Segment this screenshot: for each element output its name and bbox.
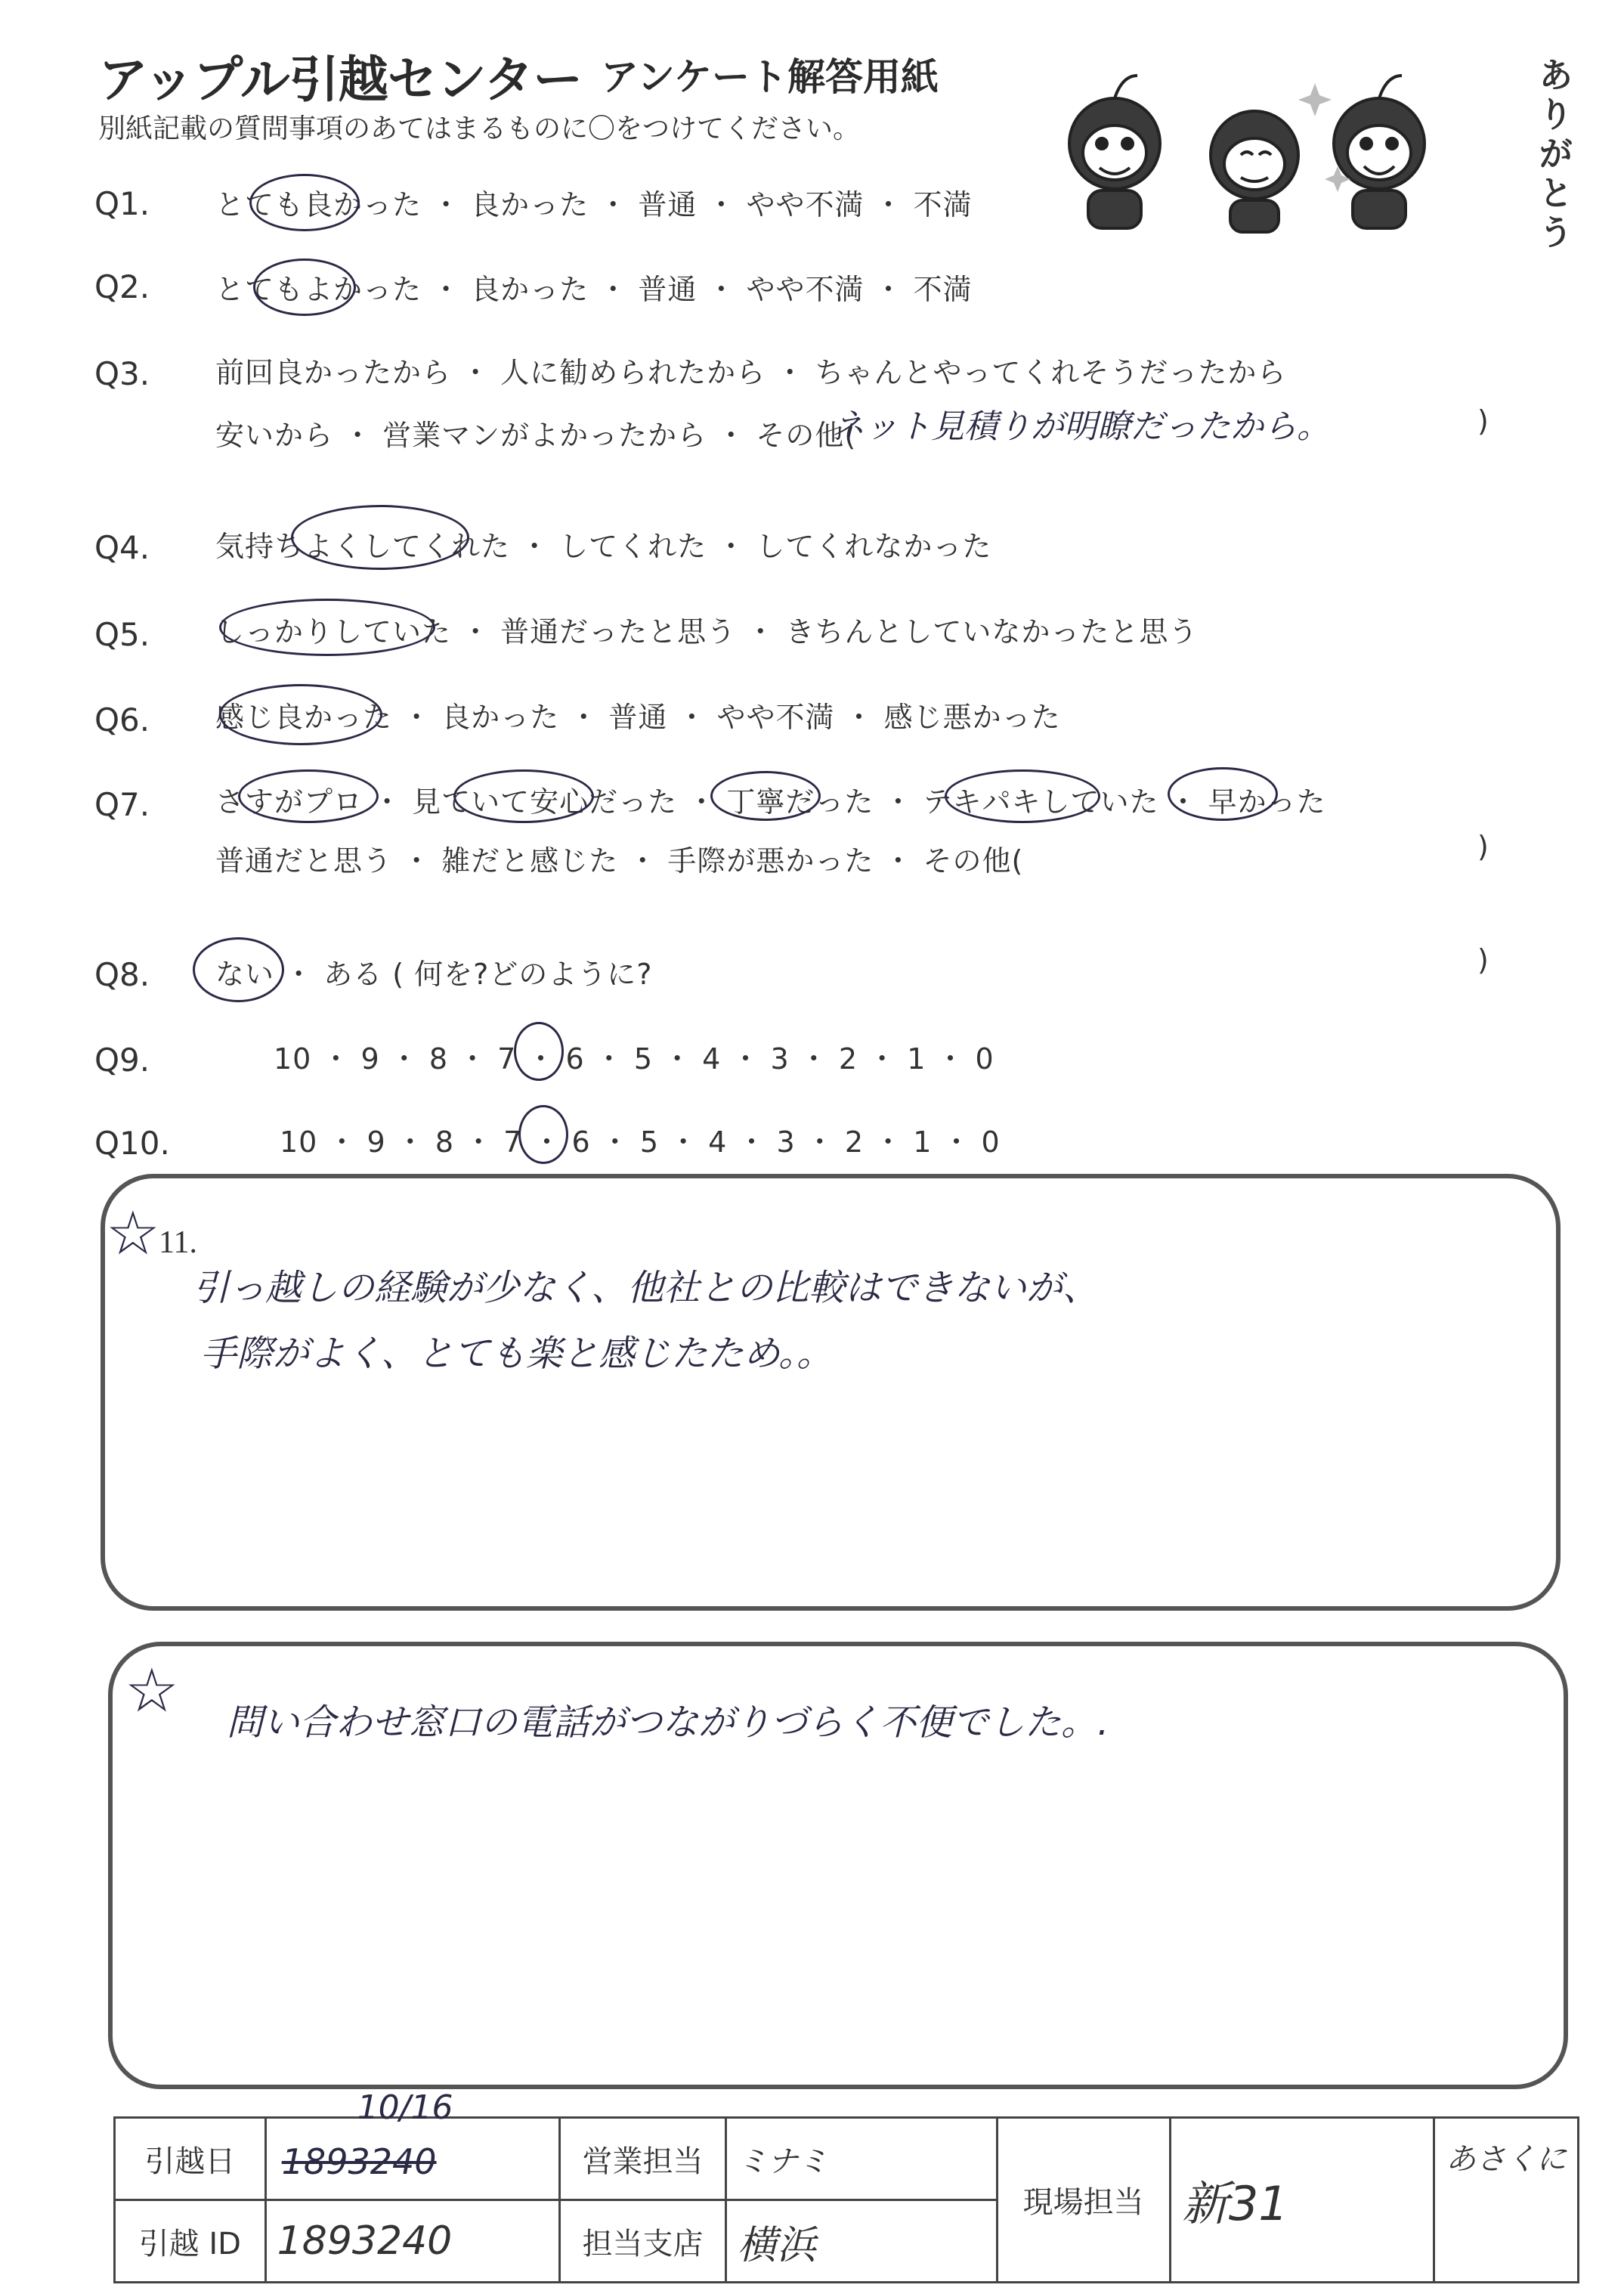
q8-close-paren: )	[1477, 943, 1489, 977]
branch-label: 担当支店	[560, 2200, 725, 2283]
q7-answer-circle-3	[710, 771, 821, 821]
q12-comment-line1: 問い合わせ窓口の電話がつながりづらく不便でした。.	[227, 1701, 1109, 1744]
q1-options: とても良かった ・ 良かった ・ 普通 ・ やや不満 ・ 不満	[215, 188, 973, 221]
q2-label: Q2.	[94, 268, 150, 305]
q7-answer-circle-4	[945, 769, 1100, 823]
q5-label: Q5.	[94, 616, 150, 653]
q9-answer-circle	[514, 1022, 564, 1081]
sales-value: ミナミ	[725, 2118, 997, 2200]
q6-options: 感じ良かった ・ 良かった ・ 普通 ・ やや不満 ・ 感じ悪かった	[215, 701, 1061, 734]
q11-comment-line2: 手際がよく、とても楽と感じたため。。	[200, 1333, 834, 1375]
mascot-illustration	[1043, 30, 1466, 234]
q2-answer-circle	[253, 259, 356, 316]
monkey-mascot-left	[1069, 76, 1160, 228]
q3-handwritten-other: ネット見積りが明瞭だったから。	[831, 407, 1330, 446]
form-title: アップル引越センター	[98, 51, 583, 109]
q5-answer-circle	[219, 599, 435, 656]
q8-options: ない ・ ある ( 何を?どのように?	[215, 958, 653, 991]
q9-scale: 10 ・ 9 ・ 8 ・ 7 ・ 6 ・ 5 ・ 4 ・ 3 ・ 2 ・ 1 ・ 0	[274, 1042, 995, 1076]
q4-label: Q4.	[94, 529, 150, 566]
site-value-1: 新31	[1170, 2118, 1434, 2283]
instruction-text: 別紙記載の質問事項のあてはまるものに〇をつけてください。	[98, 113, 861, 144]
q8-answer-circle	[193, 937, 284, 1002]
q8-label: Q8.	[94, 956, 150, 993]
star-mark-icon: ☆	[106, 1198, 160, 1268]
q5-options: しっかりしていた ・ 普通だったと思う ・ きちんとしていなかったと思う	[215, 615, 1199, 649]
q3-close-paren: )	[1477, 404, 1489, 438]
monkey-mascot-center	[1211, 111, 1298, 232]
q4-answer-circle	[291, 505, 469, 570]
q4-options: 気持ちよくしてくれた ・ してくれた ・ してくれなかった	[215, 530, 992, 563]
star-mark-icon-2: ☆	[125, 1655, 179, 1726]
q7-options-line1: さすがプロ ・ 見ていて安心だった ・ 丁寧だった ・ テキパキしていた ・ 早かった	[215, 785, 1326, 819]
q10-label: Q10.	[94, 1125, 170, 1162]
q3-options-line1: 前回良かったから ・ 人に勧められたから ・ ちゃんとやってくれそうだったから	[215, 356, 1287, 389]
form-subtitle: アンケート解答用紙	[601, 55, 939, 99]
q11-comment-line1: 引っ越しの経験が少なく、他社との比較はできないが、	[193, 1267, 1100, 1309]
q7-close-paren: )	[1477, 830, 1489, 863]
move-date-value: 10/16	[357, 2088, 453, 2127]
move-date-label: 引越日	[115, 2118, 266, 2200]
move-date-cell	[265, 2088, 560, 2200]
move-date-struck: 1893240	[281, 2141, 437, 2182]
q7-label: Q7.	[94, 786, 150, 823]
move-id-value: 1893240	[265, 2200, 560, 2283]
q7-options-line2: 普通だと思う ・ 雑だと感じた ・ 手際が悪かった ・ その他(	[215, 844, 1024, 878]
sales-label: 営業担当	[560, 2118, 725, 2200]
site-value-2: あさくに	[1434, 2118, 1579, 2283]
q2-options: とてもよかった ・ 良かった ・ 普通 ・ やや不満 ・ 不満	[215, 273, 973, 306]
monkey-mascot-right	[1334, 76, 1424, 228]
footer-info-table	[113, 2088, 1579, 2283]
q7-answer-circle-2	[453, 769, 594, 823]
q6-label: Q6.	[94, 701, 150, 738]
q3-options-line2: 安いから ・ 営業マンがよかったから ・ その他(	[215, 419, 857, 452]
q9-label: Q9.	[94, 1042, 150, 1079]
q1-label: Q1.	[94, 185, 150, 222]
site-label: 現場担当	[997, 2118, 1170, 2283]
q1-answer-circle	[249, 174, 360, 231]
move-id-label: 引越 ID	[115, 2200, 266, 2283]
q7-answer-circle-5	[1168, 767, 1278, 821]
q11-comment-box	[101, 1174, 1561, 1611]
branch-value: 横浜	[725, 2200, 997, 2283]
q7-answer-circle-1	[238, 769, 379, 823]
q11-label: 11.	[159, 1225, 197, 1260]
q3-label: Q3.	[94, 355, 150, 392]
mascot-thanks-text: ありがとう	[1533, 57, 1574, 253]
q10-answer-circle	[518, 1105, 568, 1164]
q6-answer-circle	[219, 684, 382, 745]
q10-scale: 10 ・ 9 ・ 8 ・ 7 ・ 6 ・ 5 ・ 4 ・ 3 ・ 2 ・ 1 ・ 0	[280, 1125, 1001, 1159]
